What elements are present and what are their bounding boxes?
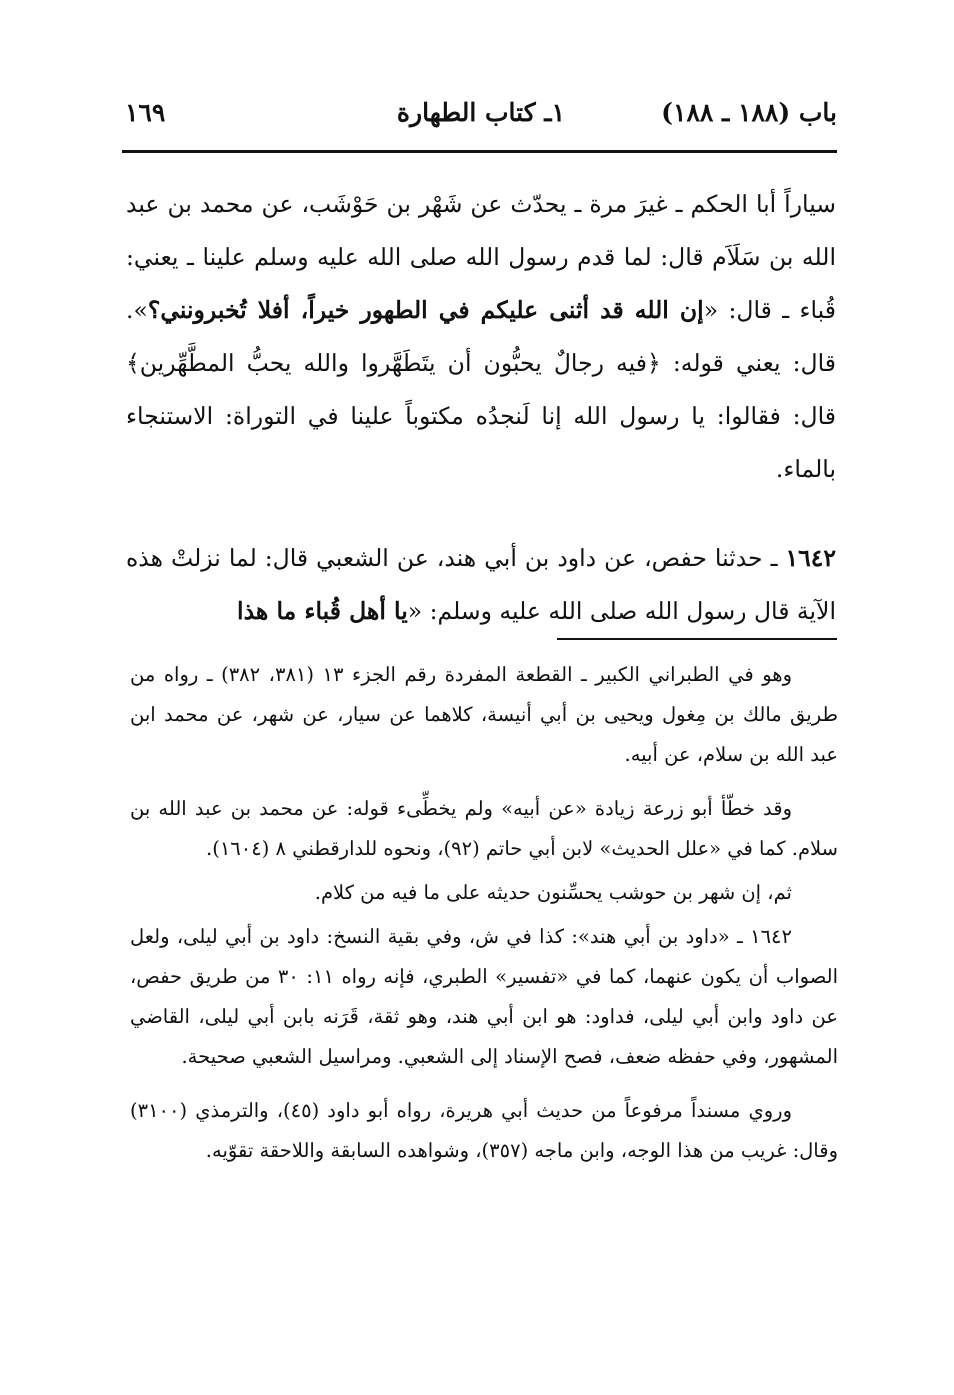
text-run: ـ حدثنا حفص، عن داود بن أبي هند، عن الشعبي قال: لما نزلتْ هذه الآية قال رسول الله صلى الله عليه وسلم: « [126,544,836,625]
book-title: ١ـ كتاب الطهارة [396,98,566,127]
footnote-paragraph: وهو في الطبراني الكبير ـ القطعة المفردة رقم الجزء ١٣ (٣٨١، ٣٨٢) ـ رواه من طريق مالك بن مِغول ويحيى بن أبي أنيسة، كلاهما عن سيار، عن شهر، عن محمد ابن عبد الله بن سلام، عن أبيه. [130,663,838,766]
text-run: سياراً أبا الحكم ـ غيرَ مرة ـ يحدّث عن شَهْر بن حَوْشَب، عن محمد بن عبد الله بن سَلَاَم قال: لما قدم رسول الله صلى الله عليه وسلم علينا ـ يعني: قُباء ـ قال: « [126,190,837,324]
chapter-title: باب (١٨٨ ـ ١٨٨) [661,98,837,127]
header-rule [122,150,837,153]
hadith-1642 [126,532,836,638]
text-run: ». قال: يعني قوله: ﴿فيه رجالٌ يحبُّون أن يتَطَهَّروا والله يحبُّ المطَّهِّرين﴾ قال: فقالوا: يا رسول الله إنا لَنجدُه مكتوباً علينا في التوراة: الاستنجاء بالماء. [126,296,836,483]
hadith-continuation [126,178,836,496]
main-text [126,178,836,638]
footnote-paragraph: ١٦٤٢ ـ «داود بن أبي هند»: كذا في ش، وفي بقية النسخ: داود بن أبي ليلى، ولعل الصواب أن يكون عنهما، كما في «تفسير» الطبري، فإنه رواه ١١: ٣٠ من طريق حفص، عن داود وابن أبي ليلى، فداود: هو ابن أبي هند، وهو ثقة، قَرَنه بابن أبي ليلى، القاضي المشهور، وفي حفظه ضعف، فصح الإسناد إلى الشعبي. ومراسيل الشعبي صحيحة. [130,925,838,1068]
footnote-rule [557,638,837,640]
footnote-paragraph: وروي مسنداً مرفوعاً من حديث أبي هريرة، رواه أبو داود (٤٥)، والترمذي (٣١٠٠) وقال: غريب من هذا الوجه، وابن ماجه (٣٥٧)، وشواهده السابقة واللاحقة تقوّيه. [130,1099,838,1162]
page-number: ١٦٩ [125,98,166,127]
footnote-paragraph: ثم، إن شهر بن حوشب يحسِّنون حديثه على ما فيه من كلام. [314,881,792,904]
footnote-paragraph: وقد خطّأ أبو زرعة زيادة «عن أبيه» ولم يخطِّىء قوله: عن محمد بن عبد الله بن سلام. كما في «علل الحديث» لابن أبي حاتم (٩٢)، ونحوه للدارقطني ٨ (١٦٠٤). [130,797,838,860]
footnotes [130,655,838,1171]
bold-quote: يا أهل قُباء ما هذا [237,597,408,625]
hadith-number: ١٦٤٢ [785,544,836,572]
page-header [125,98,837,144]
bold-quote: إن الله قد أثنى عليكم في الطهور خيراً، أفلا تُخبرونني؟ [147,296,704,324]
